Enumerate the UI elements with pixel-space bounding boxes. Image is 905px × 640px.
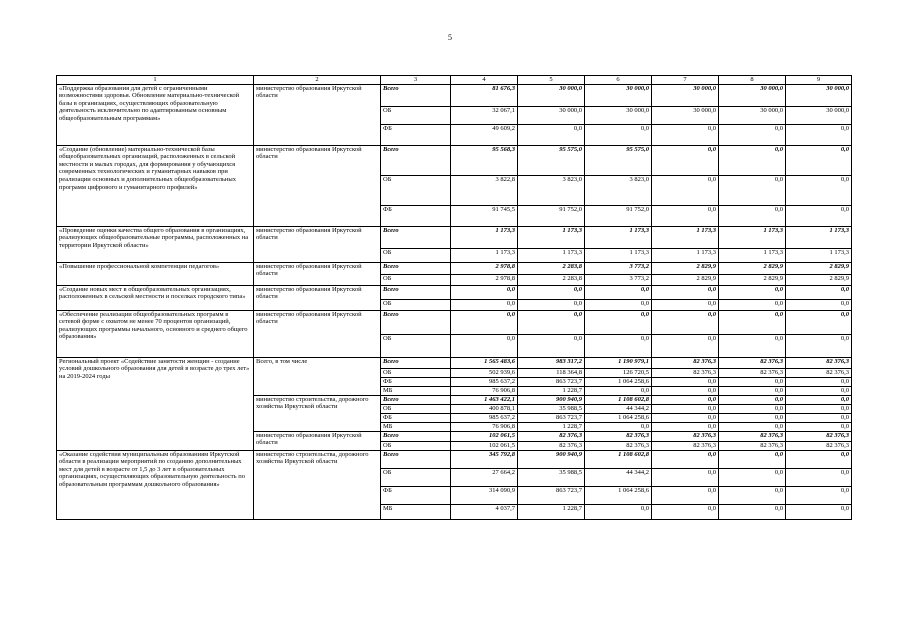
page-number: 5: [448, 33, 452, 42]
column-number-1: 1: [57, 76, 254, 85]
column-number-6: 6: [585, 76, 652, 85]
activity-description: «Проведение оценки качества общего образования в организациях, реализующих общеобразовательные программы, расположенных на территории Иркутской области»: [57, 226, 254, 262]
amount-cell: 0,0: [451, 310, 518, 334]
amount-cell: 0,0: [786, 310, 852, 334]
funding-source: ФБ: [381, 124, 451, 145]
table-row: [57, 262, 852, 274]
funding-source: ФБ: [381, 413, 451, 422]
amount-cell: 2 283,8: [518, 274, 585, 285]
amount-cell: 0,0: [719, 468, 786, 486]
amount-cell: 4 037,7: [451, 504, 518, 519]
amount-cell: 0,0: [786, 175, 852, 205]
amount-cell: 0,0: [719, 413, 786, 422]
amount-cell: 1 228,7: [518, 504, 585, 519]
activity-description: «Повышение профессиональной компетенции педагогов»: [57, 262, 254, 285]
amount-cell: 1 228,7: [518, 422, 585, 431]
amount-cell: 1 064 258,6: [585, 377, 652, 386]
amount-cell: 0,0: [652, 450, 719, 468]
amount-cell: 0,0: [652, 205, 719, 226]
amount-cell: 1 173,3: [451, 248, 518, 262]
executor: Всего, в том числе: [254, 357, 381, 395]
funding-source: Всего: [381, 431, 451, 441]
amount-cell: 2 829,9: [786, 262, 852, 274]
amount-cell: 0,0: [652, 145, 719, 175]
amount-cell: 3 823,0: [585, 175, 652, 205]
amount-cell: 0,0: [652, 334, 719, 357]
amount-cell: 0,0: [451, 299, 518, 310]
table-row: [57, 84, 852, 106]
amount-cell: 1 173,3: [585, 248, 652, 262]
amount-cell: 82 376,3: [786, 431, 852, 441]
amount-cell: 118 364,8: [518, 368, 585, 377]
amount-cell: 35 988,5: [518, 468, 585, 486]
amount-cell: 1 108 602,8: [585, 395, 652, 404]
executor: министерство образования Иркутской области: [254, 262, 381, 285]
budget-table: [56, 75, 852, 520]
executor: министерство строительства, дорожного хозяйства Иркутской области: [254, 395, 381, 431]
amount-cell: 82 376,3: [786, 357, 852, 368]
amount-cell: 0,0: [786, 145, 852, 175]
table-row: [57, 226, 852, 248]
amount-cell: 30 000,0: [786, 84, 852, 106]
funding-source: ОБ: [381, 248, 451, 262]
amount-cell: 76 906,8: [451, 422, 518, 431]
amount-cell: 0,0: [786, 386, 852, 395]
amount-cell: 0,0: [585, 386, 652, 395]
amount-cell: 0,0: [719, 145, 786, 175]
amount-cell: 82 376,3: [585, 441, 652, 450]
amount-cell: 0,0: [786, 404, 852, 413]
amount-cell: 863 723,7: [518, 413, 585, 422]
amount-cell: 0,0: [786, 334, 852, 357]
amount-cell: 900 940,9: [518, 450, 585, 468]
amount-cell: 985 637,2: [451, 377, 518, 386]
amount-cell: 502 939,6: [451, 368, 518, 377]
amount-cell: 1 064 258,6: [585, 413, 652, 422]
amount-cell: 1 173,3: [719, 226, 786, 248]
amount-cell: 0,0: [786, 124, 852, 145]
funding-source: ОБ: [381, 175, 451, 205]
funding-source: Всего: [381, 262, 451, 274]
amount-cell: 0,0: [719, 386, 786, 395]
amount-cell: 0,0: [786, 468, 852, 486]
amount-cell: 0,0: [451, 285, 518, 299]
amount-cell: 0,0: [719, 205, 786, 226]
amount-cell: 0,0: [719, 124, 786, 145]
table-row: [57, 310, 852, 334]
executor: министерство образования Иркутской области: [254, 84, 381, 145]
funding-source: Всего: [381, 145, 451, 175]
funding-source: Всего: [381, 310, 451, 334]
amount-cell: 2 829,9: [719, 274, 786, 285]
amount-cell: 0,0: [652, 386, 719, 395]
amount-cell: 0,0: [719, 377, 786, 386]
amount-cell: 0,0: [652, 299, 719, 310]
amount-cell: 95 575,0: [518, 145, 585, 175]
amount-cell: 1 565 483,6: [451, 357, 518, 368]
amount-cell: 400 878,1: [451, 404, 518, 413]
amount-cell: 2 829,9: [652, 262, 719, 274]
activity-description: Региональный проект «Содействие занятости женщин - создание условий дошкольного образования для детей в возрасте до трех лет» на 2019-2024 годы: [57, 357, 254, 450]
amount-cell: 0,0: [585, 334, 652, 357]
amount-cell: 30 000,0: [652, 84, 719, 106]
amount-cell: 76 906,8: [451, 386, 518, 395]
amount-cell: 30 000,0: [786, 106, 852, 124]
executor: министерство строительства, дорожного хозяйства Иркутской области: [254, 450, 381, 519]
amount-cell: 3 823,0: [518, 175, 585, 205]
amount-cell: 2 829,9: [719, 262, 786, 274]
funding-source: ОБ: [381, 274, 451, 285]
amount-cell: 82 376,3: [518, 441, 585, 450]
amount-cell: 0,0: [652, 377, 719, 386]
amount-cell: 0,0: [719, 310, 786, 334]
amount-cell: 1 173,3: [786, 226, 852, 248]
amount-cell: 983 317,2: [518, 357, 585, 368]
amount-cell: 30 000,0: [652, 106, 719, 124]
column-number-9: 9: [786, 76, 852, 85]
amount-cell: 0,0: [786, 377, 852, 386]
funding-source: ФБ: [381, 486, 451, 504]
funding-source: ОБ: [381, 404, 451, 413]
amount-cell: 863 723,7: [518, 486, 585, 504]
amount-cell: 1 173,3: [518, 226, 585, 248]
amount-cell: 0,0: [719, 450, 786, 468]
amount-cell: 0,0: [652, 468, 719, 486]
amount-cell: 1 173,3: [585, 226, 652, 248]
amount-cell: 30 000,0: [585, 84, 652, 106]
funding-source: Всего: [381, 285, 451, 299]
amount-cell: 2 829,9: [786, 274, 852, 285]
amount-cell: 81 676,3: [451, 84, 518, 106]
amount-cell: 0,0: [719, 299, 786, 310]
amount-cell: 1 064 258,6: [585, 486, 652, 504]
amount-cell: 102 061,5: [451, 441, 518, 450]
amount-cell: 345 792,8: [451, 450, 518, 468]
amount-cell: 0,0: [652, 175, 719, 205]
funding-source: Всего: [381, 84, 451, 106]
amount-cell: 1 190 979,1: [585, 357, 652, 368]
amount-cell: 0,0: [719, 422, 786, 431]
amount-cell: 27 664,2: [451, 468, 518, 486]
amount-cell: 2 978,8: [451, 262, 518, 274]
amount-cell: 0,0: [518, 334, 585, 357]
amount-cell: 0,0: [786, 205, 852, 226]
amount-cell: 0,0: [719, 285, 786, 299]
amount-cell: 863 723,7: [518, 377, 585, 386]
amount-cell: 0,0: [518, 124, 585, 145]
funding-source: ОБ: [381, 468, 451, 486]
amount-cell: 0,0: [719, 404, 786, 413]
amount-cell: 0,0: [786, 395, 852, 404]
funding-source: Всего: [381, 395, 451, 404]
funding-source: ФБ: [381, 377, 451, 386]
amount-cell: 0,0: [518, 285, 585, 299]
column-number-5: 5: [518, 76, 585, 85]
amount-cell: 2 283,8: [518, 262, 585, 274]
amount-cell: 1 173,3: [451, 226, 518, 248]
column-number-2: 2: [254, 76, 381, 85]
amount-cell: 0,0: [585, 299, 652, 310]
amount-cell: 1 108 602,8: [585, 450, 652, 468]
amount-cell: 0,0: [652, 395, 719, 404]
amount-cell: 82 376,3: [652, 431, 719, 441]
amount-cell: 82 376,3: [719, 357, 786, 368]
table-row: [57, 450, 852, 468]
amount-cell: 0,0: [719, 175, 786, 205]
amount-cell: 95 568,3: [451, 145, 518, 175]
amount-cell: 0,0: [652, 404, 719, 413]
amount-cell: 126 720,5: [585, 368, 652, 377]
activity-description: «Обеспечение реализации общеобразовательных программ в сетевой форме с охватом не менее 70 процентов организаций, реализующих программы начального, основного и среднего общего образования»: [57, 310, 254, 357]
column-number-8: 8: [719, 76, 786, 85]
amount-cell: 0,0: [719, 504, 786, 519]
amount-cell: 1 463 422,1: [451, 395, 518, 404]
amount-cell: 0,0: [585, 285, 652, 299]
amount-cell: 82 376,3: [719, 368, 786, 377]
amount-cell: 3 773,2: [585, 262, 652, 274]
amount-cell: 82 376,3: [719, 431, 786, 441]
amount-cell: 32 067,1: [451, 106, 518, 124]
amount-cell: 1 173,3: [652, 248, 719, 262]
amount-cell: 900 940,9: [518, 395, 585, 404]
funding-source: Всего: [381, 357, 451, 368]
amount-cell: 82 376,3: [585, 431, 652, 441]
amount-cell: 0,0: [786, 422, 852, 431]
amount-cell: 1 173,3: [652, 226, 719, 248]
amount-cell: 82 376,3: [786, 441, 852, 450]
amount-cell: 1 173,3: [719, 248, 786, 262]
amount-cell: 314 090,9: [451, 486, 518, 504]
amount-cell: 0,0: [786, 450, 852, 468]
amount-cell: 82 376,3: [518, 431, 585, 441]
amount-cell: 0,0: [652, 124, 719, 145]
amount-cell: 30 000,0: [719, 106, 786, 124]
amount-cell: 30 000,0: [518, 106, 585, 124]
amount-cell: 82 376,3: [652, 441, 719, 450]
amount-cell: 0,0: [518, 310, 585, 334]
amount-cell: 0,0: [585, 504, 652, 519]
amount-cell: 1 173,3: [786, 248, 852, 262]
funding-source: ОБ: [381, 299, 451, 310]
amount-cell: 0,0: [786, 413, 852, 422]
amount-cell: 82 376,3: [652, 357, 719, 368]
executor: министерство образования Иркутской области: [254, 145, 381, 226]
activity-description: «Создание новых мест в общеобразовательных организациях, расположенных в сельской местности и поселках городского типа»: [57, 285, 254, 310]
column-number-4: 4: [451, 76, 518, 85]
funding-source: ОБ: [381, 368, 451, 377]
amount-cell: 0,0: [786, 299, 852, 310]
amount-cell: 0,0: [518, 299, 585, 310]
amount-cell: 44 344,2: [585, 468, 652, 486]
amount-cell: 2 829,9: [652, 274, 719, 285]
executor: министерство образования Иркутской области: [254, 226, 381, 262]
amount-cell: 30 000,0: [719, 84, 786, 106]
amount-cell: 91 752,0: [518, 205, 585, 226]
amount-cell: 0,0: [652, 285, 719, 299]
amount-cell: 82 376,3: [786, 368, 852, 377]
funding-source: ОБ: [381, 106, 451, 124]
amount-cell: 0,0: [786, 285, 852, 299]
amount-cell: 0,0: [585, 124, 652, 145]
amount-cell: 82 376,3: [719, 441, 786, 450]
amount-cell: 91 745,5: [451, 205, 518, 226]
activity-description: «Создание (обновление) материально-технической базы общеобразовательных организаций, расположенных в сельской местности и малых городах, для формирования у обучающихся современных технологических и гуманитарных навыков при реализации основных и дополнительных общеобразовательных программ цифрового и гуманитарного профилей»: [57, 145, 254, 226]
funding-source: МБ: [381, 504, 451, 519]
table-row: [57, 145, 852, 175]
amount-cell: 44 344,2: [585, 404, 652, 413]
amount-cell: 3 822,8: [451, 175, 518, 205]
amount-cell: 0,0: [585, 422, 652, 431]
column-number-7: 7: [652, 76, 719, 85]
amount-cell: 95 575,0: [585, 145, 652, 175]
executor: министерство образования Иркутской области: [254, 310, 381, 357]
amount-cell: 49 609,2: [451, 124, 518, 145]
amount-cell: 0,0: [719, 334, 786, 357]
amount-cell: 0,0: [786, 504, 852, 519]
amount-cell: 82 376,3: [652, 368, 719, 377]
amount-cell: 35 988,5: [518, 404, 585, 413]
amount-cell: 0,0: [652, 504, 719, 519]
amount-cell: 0,0: [719, 395, 786, 404]
amount-cell: 985 637,2: [451, 413, 518, 422]
funding-source: МБ: [381, 422, 451, 431]
executor: министерство образования Иркутской области: [254, 431, 381, 450]
funding-source: Всего: [381, 450, 451, 468]
amount-cell: 0,0: [652, 486, 719, 504]
amount-cell: 0,0: [652, 310, 719, 334]
amount-cell: 0,0: [719, 486, 786, 504]
amount-cell: 0,0: [786, 486, 852, 504]
funding-source: Всего: [381, 226, 451, 248]
amount-cell: 1 228,7: [518, 386, 585, 395]
funding-source: ОБ: [381, 441, 451, 450]
executor: министерство образования Иркутской области: [254, 285, 381, 310]
amount-cell: 102 061,5: [451, 431, 518, 441]
table-row: [57, 285, 852, 299]
amount-cell: 1 173,3: [518, 248, 585, 262]
activity-description: «Поддержка образования для детей с ограниченными возможностями здоровья. Обновление материально-технической базы в организациях, осуществляющих образовательную деятельность исключительно по адаптированным основным общеобразовательным программам»: [57, 84, 254, 145]
amount-cell: 0,0: [585, 310, 652, 334]
amount-cell: 91 752,0: [585, 205, 652, 226]
funding-source: ФБ: [381, 205, 451, 226]
amount-cell: 0,0: [652, 413, 719, 422]
amount-cell: 0,0: [652, 422, 719, 431]
table-row: [57, 357, 852, 368]
amount-cell: 3 773,2: [585, 274, 652, 285]
funding-source: ОБ: [381, 334, 451, 357]
amount-cell: 30 000,0: [585, 106, 652, 124]
amount-cell: 30 000,0: [518, 84, 585, 106]
funding-source: МБ: [381, 386, 451, 395]
activity-description: «Оказание содействия муниципальным образованиям Иркутской области в реализации мероприятий по созданию дополнительных мест для детей в возрасте от 1,5 до 3 лет в образовательных организациях, осуществляющих образовательную деятельность по образовательным программам дошкольного образования»: [57, 450, 254, 519]
column-number-3: 3: [381, 76, 451, 85]
amount-cell: 2 978,8: [451, 274, 518, 285]
header-row: [57, 76, 852, 85]
amount-cell: 0,0: [451, 334, 518, 357]
